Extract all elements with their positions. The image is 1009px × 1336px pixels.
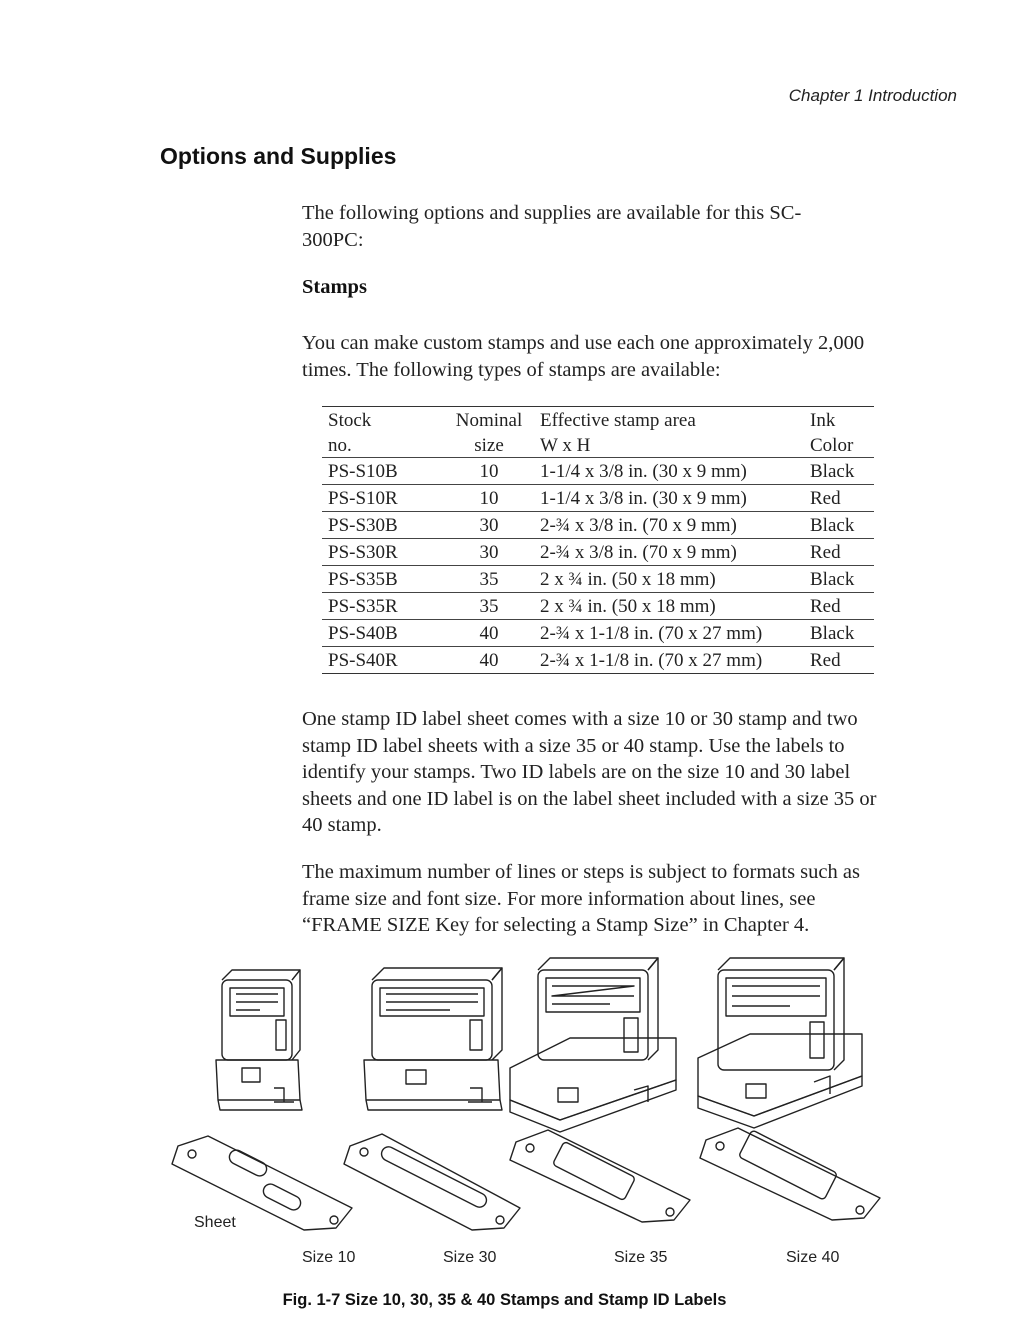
area-cell: 2 x ¾ in. (50 x 18 mm) bbox=[534, 566, 804, 593]
size-label: Size 10 bbox=[302, 1249, 356, 1266]
stamp-types-table bbox=[322, 406, 874, 674]
size-cell: 10 bbox=[444, 485, 534, 512]
table-row bbox=[322, 593, 874, 620]
ink-cell: Black bbox=[804, 620, 874, 647]
ink-cell: Red bbox=[804, 485, 874, 512]
size-cell: 40 bbox=[444, 647, 534, 674]
size-cell: 35 bbox=[444, 566, 534, 593]
table-row bbox=[322, 539, 874, 566]
stamp-size-10-drawing bbox=[216, 970, 302, 1110]
area-cell: 2-¾ x 1-1/8 in. (70 x 27 mm) bbox=[534, 620, 804, 647]
stock-cell: PS-S10R bbox=[322, 485, 444, 512]
size-label: Size 35 bbox=[614, 1249, 668, 1266]
area-cell: 1-1/4 x 3/8 in. (30 x 9 mm) bbox=[534, 485, 804, 512]
stock-cell: PS-S40B bbox=[322, 620, 444, 647]
running-header: Chapter 1 Introduction bbox=[788, 86, 957, 105]
stamp-size-30-drawing bbox=[364, 968, 502, 1110]
header-area-sub: W x H bbox=[540, 435, 591, 456]
area-cell: 2-¾ x 3/8 in. (70 x 9 mm) bbox=[534, 512, 804, 539]
ink-cell: Red bbox=[804, 647, 874, 674]
label-sheet-size-40 bbox=[700, 1128, 880, 1220]
stock-cell: PS-S10B bbox=[322, 458, 444, 485]
stock-cell: PS-S30R bbox=[322, 539, 444, 566]
area-cell: 1-1/4 x 3/8 in. (30 x 9 mm) bbox=[534, 458, 804, 485]
size-cell: 40 bbox=[444, 620, 534, 647]
table-header-row bbox=[322, 432, 874, 458]
table-row bbox=[322, 566, 874, 593]
header-ink: Ink bbox=[804, 407, 874, 433]
size-label: Size 30 bbox=[443, 1249, 497, 1266]
table-row bbox=[322, 647, 874, 674]
label-sheet-paragraph: One stamp ID label sheet comes with a size 10 or 30 stamp and two stamp ID label sheets with a size 35 or 40 stamp. Use the labels to identify your stamps. Two ID labels are on the size 10 and 30 label sheets and one ID label is on the label sheet included with a size 35 or 40 stamp. bbox=[302, 708, 877, 836]
header-nominal: Nominal bbox=[444, 407, 534, 433]
table-header-row bbox=[322, 407, 874, 433]
ink-cell: Black bbox=[804, 512, 874, 539]
stock-cell: PS-S35B bbox=[322, 566, 444, 593]
area-cell: 2-¾ x 1-1/8 in. (70 x 27 mm) bbox=[534, 647, 804, 674]
table-row bbox=[322, 458, 874, 485]
label-sheet-size-30 bbox=[344, 1134, 520, 1230]
area-cell: 2-¾ x 3/8 in. (70 x 9 mm) bbox=[534, 539, 804, 566]
header-area: Effective stamp area bbox=[534, 407, 804, 433]
sheet-label: Sheet bbox=[194, 1214, 236, 1231]
label-sheet-size-35 bbox=[510, 1130, 690, 1222]
size-label: Size 40 bbox=[786, 1249, 840, 1266]
area-cell: 2 x ¾ in. (50 x 18 mm) bbox=[534, 593, 804, 620]
ink-cell: Black bbox=[804, 566, 874, 593]
table-row bbox=[322, 485, 874, 512]
stock-cell: PS-S35R bbox=[322, 593, 444, 620]
stamps-illustration bbox=[150, 950, 910, 1250]
header-stock: Stock bbox=[322, 407, 444, 433]
intro-paragraph: The following options and supplies are available for this SC-300PC: bbox=[302, 202, 802, 251]
size-cell: 35 bbox=[444, 593, 534, 620]
stock-cell: PS-S30B bbox=[322, 512, 444, 539]
stamps-paragraph: You can make custom stamps and use each one approximately 2,000 times. The following types of stamps are available: bbox=[302, 332, 865, 381]
ink-cell: Red bbox=[804, 593, 874, 620]
stamp-size-40-drawing bbox=[698, 958, 862, 1128]
stamp-size-35-drawing bbox=[510, 958, 676, 1132]
size-cell: 30 bbox=[444, 539, 534, 566]
table-row bbox=[322, 512, 874, 539]
size-cell: 30 bbox=[444, 512, 534, 539]
section-title: Options and Supplies bbox=[160, 143, 397, 169]
table-row bbox=[322, 620, 874, 647]
figure-caption: Fig. 1-7 Size 10, 30, 35 & 40 Stamps and Stamp ID Labels bbox=[282, 1291, 727, 1309]
header-nominal-sub: size bbox=[474, 435, 504, 456]
header-ink-sub: Color bbox=[810, 435, 854, 456]
size-cell: 10 bbox=[444, 458, 534, 485]
ink-cell: Black bbox=[804, 458, 874, 485]
ink-cell: Red bbox=[804, 539, 874, 566]
stamps-figure bbox=[150, 950, 910, 1250]
max-lines-paragraph: The maximum number of lines or steps is subject to formats such as frame size and font size. For more information about lines, see “FRAME SIZE Key for selecting a Stamp Size” in Chapter 4. bbox=[302, 861, 860, 936]
stamps-heading: Stamps bbox=[302, 276, 367, 298]
header-stock-sub: no. bbox=[328, 435, 352, 456]
stock-cell: PS-S40R bbox=[322, 647, 444, 674]
